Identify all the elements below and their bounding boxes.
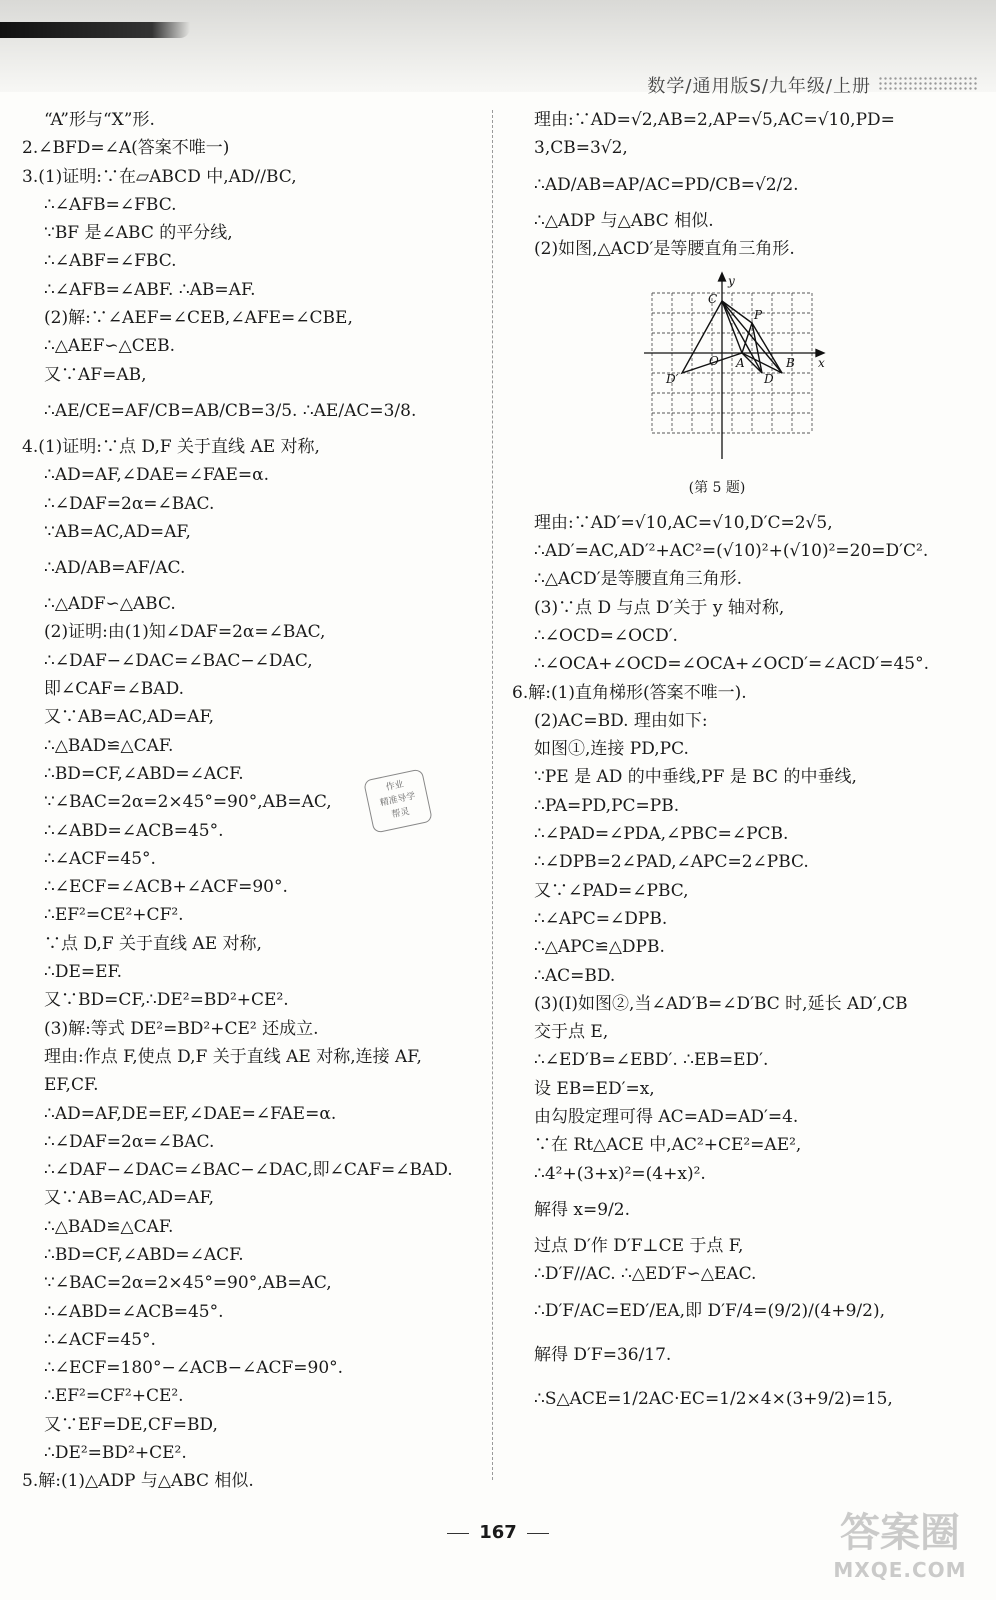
solution-line: ∵BF 是∠ABC 的平分线, <box>44 223 233 244</box>
solution-line: ∴∠ACF=45°. <box>44 1329 156 1350</box>
solution-line: ∵AB=AC,AD=AF, <box>44 521 191 542</box>
solution-line: ∴∠ACF=45°. <box>44 848 156 869</box>
solution-line: 交于点 E, <box>534 1022 609 1043</box>
solution-line: (2)AC=BD. 理由如下: <box>534 710 708 731</box>
solution-line: ∴△APC≌△DPB. <box>534 937 665 958</box>
solution-line: ∴∠ABD=∠ACB=45°. <box>44 1301 224 1322</box>
solution-line: ∵点 D,F 关于直线 AE 对称, <box>44 933 262 954</box>
figure-label: B <box>786 356 795 371</box>
figure-label: D <box>764 372 774 387</box>
study-stamp: 作业 精准导学 帮灵 <box>363 768 433 833</box>
solution-line: ∴∠DAF=2α=∠BAC. <box>44 493 215 514</box>
solution-line: 又∵AB=AC,AD=AF, <box>44 1188 215 1209</box>
solution-line: ∴△ACD′是等腰直角三角形. <box>534 569 743 590</box>
solution-line: 过点 D′作 D′F⊥CE 于点 F, <box>534 1235 744 1256</box>
solution-line: 理由:∵AD′=√10,AC=√10,D′C=2√5, <box>534 512 833 533</box>
column-divider <box>492 110 493 1480</box>
solution-line: ∴∠ED′B=∠EBD′. ∴EB=ED′. <box>534 1050 769 1071</box>
solution-line: (2)证明:由(1)知∠DAF=2α=∠BAC, <box>44 622 326 643</box>
header-accent-bar <box>0 22 190 38</box>
solution-line: 如图①,连接 PD,PC. <box>534 739 689 760</box>
solution-line: ∴△BAD≌△CAF. <box>44 735 174 756</box>
solution-line: ∴AD=AF,DE=EF,∠DAE=∠FAE=α. <box>44 1103 337 1124</box>
solution-line: 又∵BD=CF,∴DE²=BD²+CE². <box>44 990 289 1011</box>
solution-line: ∴∠ECF=∠ACB+∠ACF=90°. <box>44 877 288 898</box>
solution-line: ∴∠AFB=∠ABF. ∴AB=AF. <box>44 279 256 300</box>
solution-line: ∴AD′=AC,AD′²+AC²=(√10)²+(√10)²=20=D′C². <box>534 541 929 562</box>
solution-line: (2)如图,△ACD′是等腰直角三角形. <box>534 238 795 259</box>
solution-line: “A”形与“X”形. <box>44 110 155 130</box>
solution-line: 3.(1)证明:∵在▱ABCD 中,AD//BC, <box>22 166 297 187</box>
figure-label: D′ <box>666 372 679 387</box>
solution-line: ∴EF²=CE²+CF². <box>44 905 184 926</box>
solution-line: ∴△ADF∽△ABC. <box>44 594 176 615</box>
solution-line: ∴4²+(3+x)²=(4+x)². <box>534 1163 706 1184</box>
book-series-label: 数学/通用版S/九年级/上册 <box>647 76 871 97</box>
solution-line: EF,CF. <box>44 1075 99 1096</box>
solution-line: ∴∠DAF−∠DAC=∠BAC−∠DAC,即∠CAF=∠BAD. <box>44 1160 453 1181</box>
solution-line: ∴BD=CF,∠ABD=∠ACF. <box>44 1244 244 1265</box>
solution-line: 即∠CAF=∠BAD. <box>44 679 185 700</box>
solution-line: ∴AC=BD. <box>534 965 616 986</box>
solution-line: ∴∠DAF=2α=∠BAC. <box>44 1131 215 1152</box>
solution-line: 6.解:(1)直角梯形(答案不唯一). <box>512 682 747 703</box>
solution-line: 5.解:(1)△ADP 与△ABC 相似. <box>22 1471 254 1492</box>
solution-line: 又∵AF=AB, <box>44 364 147 385</box>
solution-line: 理由:∵AD=√2,AB=2,AP=√5,AC=√10,PD= <box>534 110 895 130</box>
solution-line: ∴D′F/AC=ED′/EA,即 D′F/4=(9/2)/(4+9/2), <box>534 1300 885 1321</box>
solution-line: 理由:作点 F,使点 D,F 关于直线 AE 对称,连接 AF, <box>44 1046 422 1067</box>
solution-line: 解得 x=9/2. <box>534 1199 630 1220</box>
solution-line: ∴AD/AB=AP/AC=PD/CB=√2/2. <box>534 174 799 195</box>
solution-line: ∴∠ABD=∠ACB=45°. <box>44 820 224 841</box>
solution-line: ∴DE=EF. <box>44 962 123 983</box>
solution-line: ∴D′F//AC. ∴△ED′F∽△EAC. <box>534 1264 757 1285</box>
solution-line: 设 EB=ED′=x, <box>534 1078 655 1099</box>
solution-line: ∵∠BAC=2α=2×45°=90°,AB=AC, <box>44 1273 332 1294</box>
figure-label: C <box>708 292 718 307</box>
solution-line: ∴AD/AB=AF/AC. <box>44 558 186 579</box>
solution-line: 由勾股定理可得 AC=AD=AD′=4. <box>534 1107 799 1128</box>
solution-line: ∴∠ECF=180°−∠ACB−∠ACF=90°. <box>44 1358 344 1379</box>
solution-line: ∴∠ABF=∠FBC. <box>44 251 177 272</box>
solution-line: ∴∠APC=∠DPB. <box>534 908 668 929</box>
solution-line: ∴∠OCA+∠OCD=∠OCA+∠OCD′=∠ACD′=45°. <box>534 654 930 675</box>
solution-line: ∴AD=AF,∠DAE=∠FAE=α. <box>44 465 269 486</box>
solution-line: ∴∠DAF−∠DAC=∠BAC−∠DAC, <box>44 650 313 671</box>
solution-line: (2)解:∵∠AEF=∠CEB,∠AFE=∠CBE, <box>44 308 353 329</box>
solution-line: ∴EF²=CF²+CE². <box>44 1386 184 1407</box>
solution-line: 又∵AB=AC,AD=AF, <box>44 707 215 728</box>
solution-line: ∴∠PAD=∠PDA,∠PBC=∠PCB. <box>534 824 789 845</box>
solution-line: ∴△BAD≌△CAF. <box>44 1216 174 1237</box>
solution-line: ∵∠BAC=2α=2×45°=90°,AB=AC, <box>44 792 332 813</box>
solution-line: ∴AE/CE=AF/CB=AB/CB=3/5. ∴AE/AC=3/8. <box>44 400 417 421</box>
solution-line: 解得 D′F=36/17. <box>534 1344 672 1365</box>
solution-line: ∴∠OCD=∠OCD′. <box>534 625 678 646</box>
solution-line: ∴△ADP 与△ABC 相似. <box>534 210 714 231</box>
solution-line: 4.(1)证明:∵点 D,F 关于直线 AE 对称, <box>22 436 320 457</box>
solution-line: 又∵∠PAD=∠PBC, <box>534 880 689 901</box>
solution-line: 又∵EF=DE,CF=BD, <box>44 1414 218 1435</box>
solution-line: ∴S△ACE=1/2AC·EC=1/2×4×(3+9/2)=15, <box>534 1388 893 1409</box>
solution-line: ∵在 Rt△ACE 中,AC²+CE²=AE², <box>534 1135 802 1156</box>
figure-label: A <box>736 356 745 371</box>
solution-line: 2.∠BFD=∠A(答案不唯一) <box>22 138 230 159</box>
header-dot-pattern <box>878 76 978 92</box>
figure-caption: (第 5 题) <box>688 480 746 497</box>
figure-label: y <box>728 274 735 289</box>
coordinate-figure <box>642 271 832 461</box>
solution-line: (3)解:等式 DE²=BD²+CE² 还成立. <box>44 1018 319 1039</box>
solution-line: ∴DE²=BD²+CE². <box>44 1443 187 1464</box>
right-column <box>512 106 982 1421</box>
figure-label: O <box>709 354 719 369</box>
page-number: 167 <box>0 1522 996 1543</box>
figure-label: P <box>754 308 763 323</box>
solution-line: (3)∵点 D 与点 D′关于 y 轴对称, <box>534 597 785 618</box>
site-watermark: 答案圈 MXQE.COM <box>833 1510 967 1582</box>
figure-label: x <box>818 356 825 371</box>
solution-line: ∴PA=PD,PC=PB. <box>534 795 680 816</box>
solution-line: ∴∠AFB=∠FBC. <box>44 194 177 215</box>
solution-line: ∴△AEF∽△CEB. <box>44 336 176 357</box>
solution-line: ∴∠DPB=2∠PAD,∠APC=2∠PBC. <box>534 852 809 873</box>
solution-line: 3,CB=3√2, <box>534 138 628 159</box>
solution-line: ∴BD=CF,∠ABD=∠ACF. <box>44 763 244 784</box>
solution-line: ∵PE 是 AD 的中垂线,PF 是 BC 的中垂线, <box>534 767 857 788</box>
solution-line: (3)(Ⅰ)如图②,当∠AD′B=∠D′BC 时,延长 AD′,CB <box>534 993 908 1014</box>
